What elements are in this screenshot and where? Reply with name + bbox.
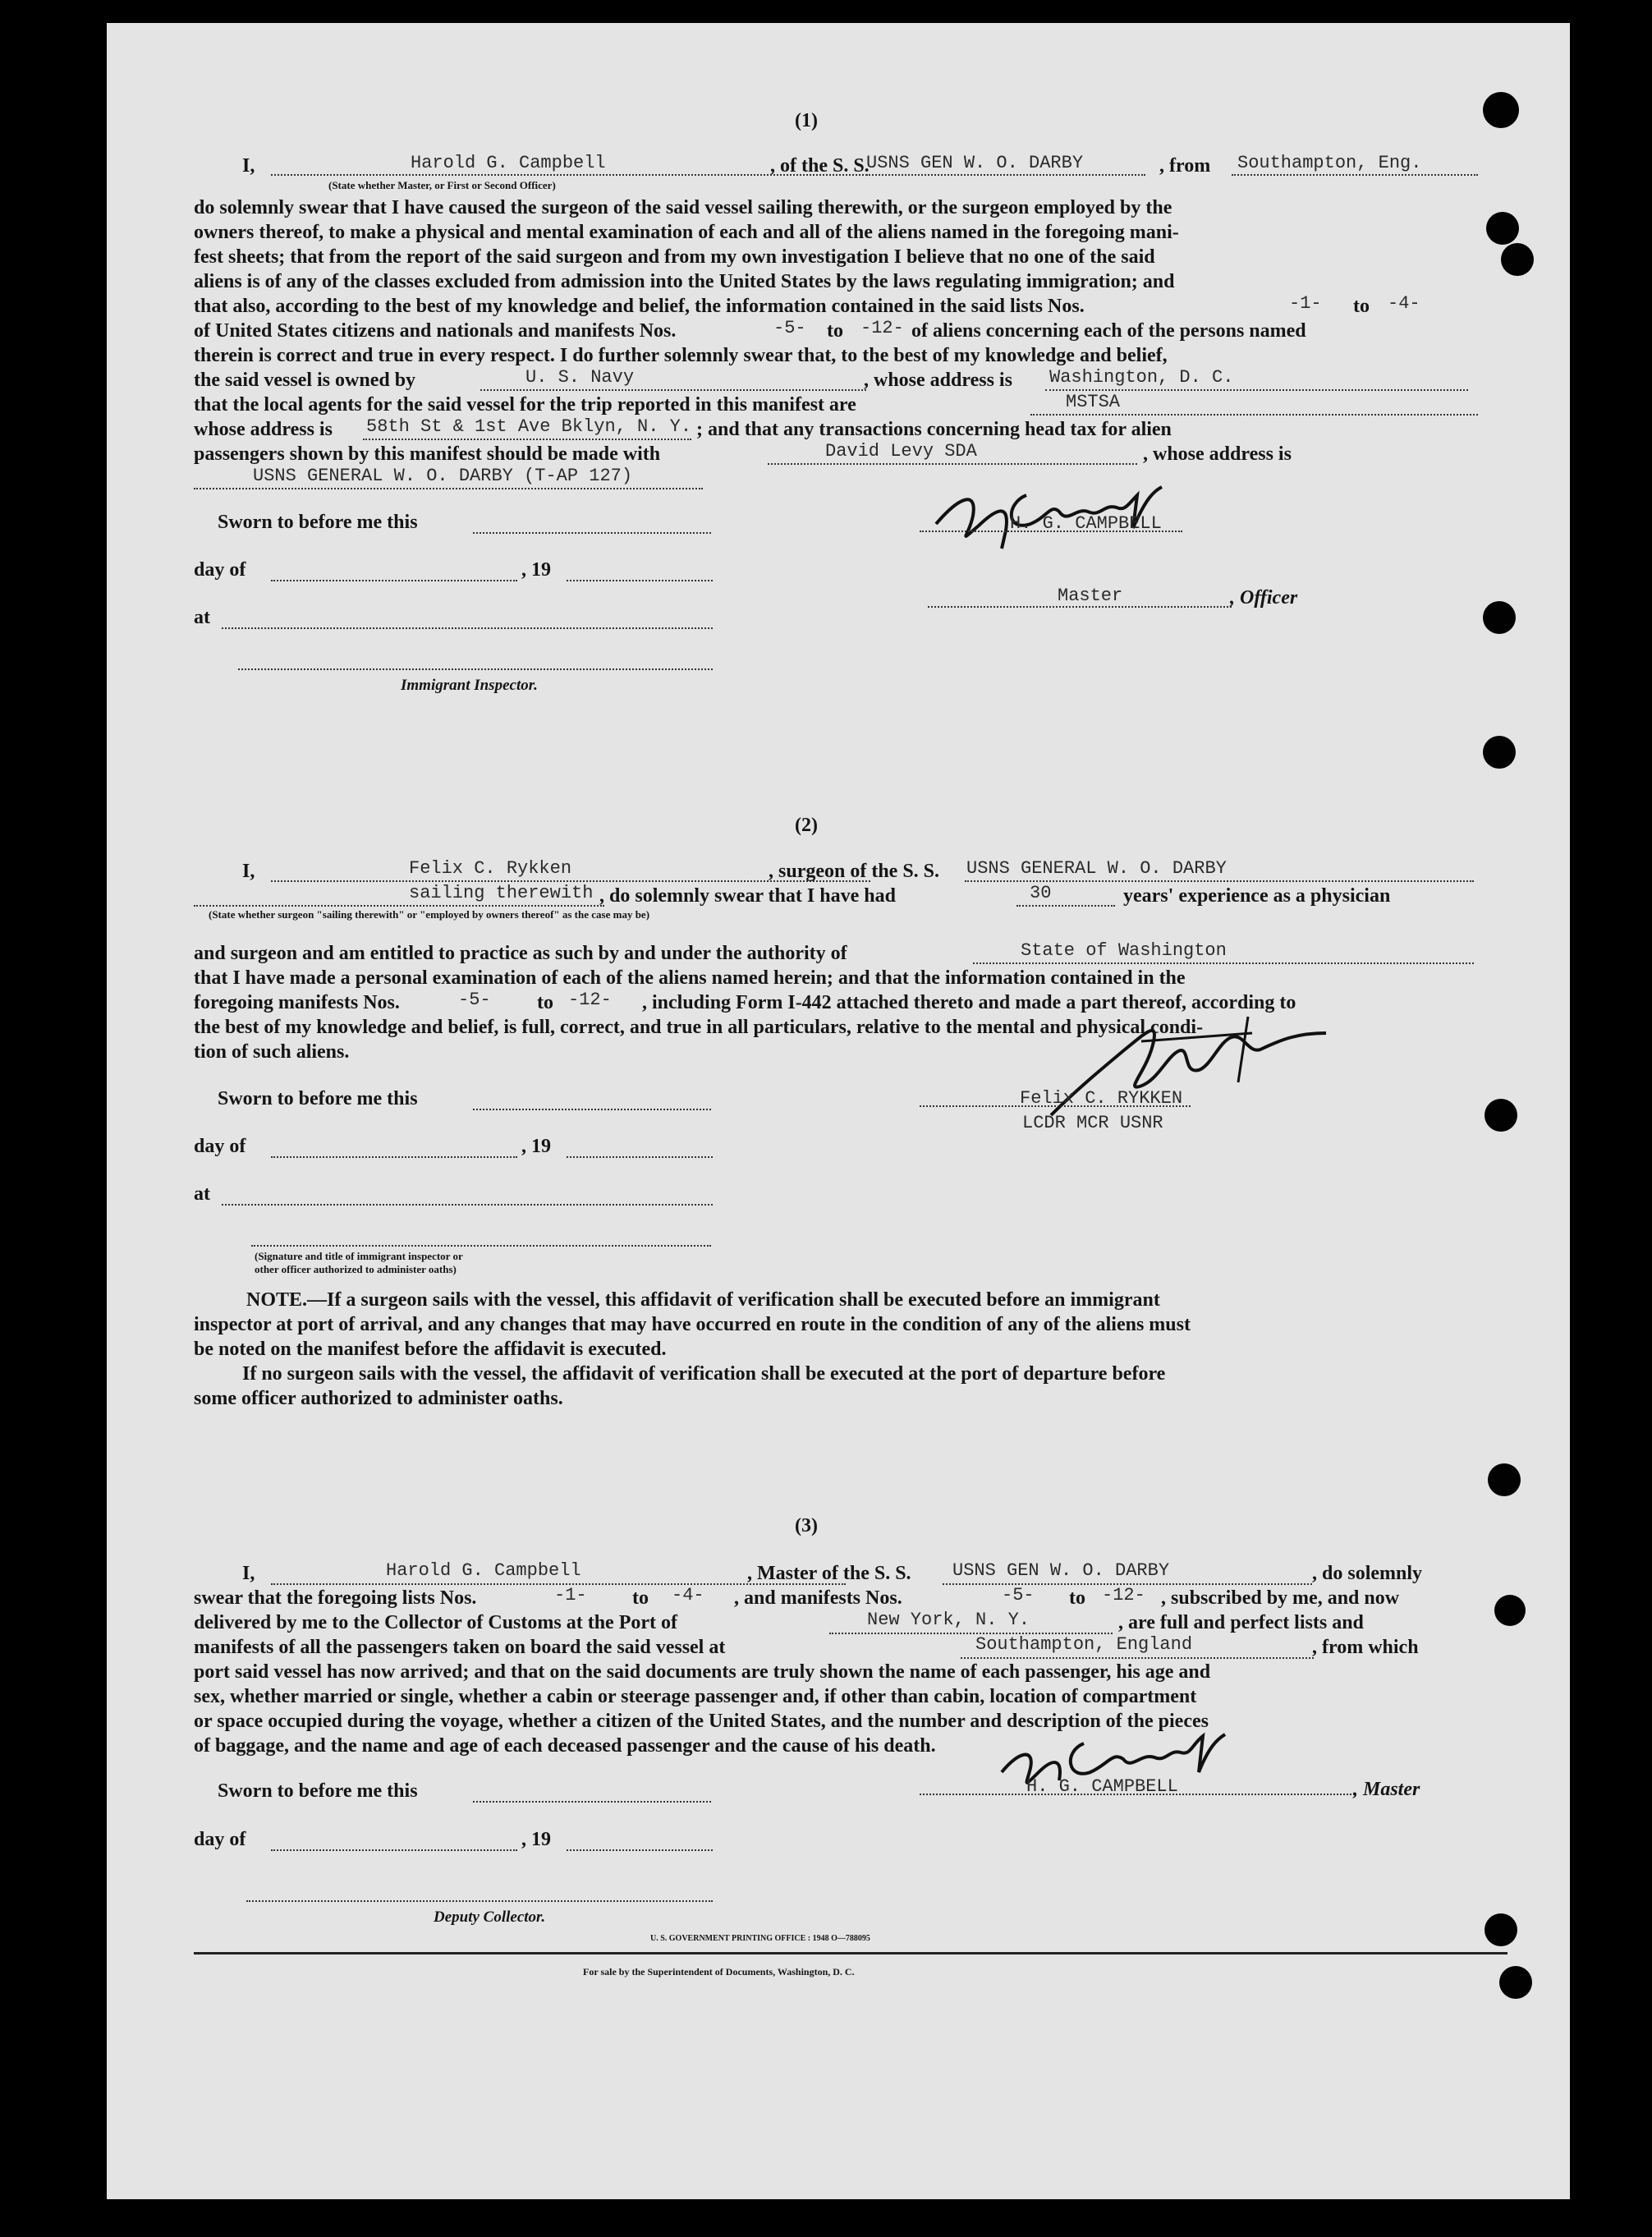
agents-address-line [363,439,691,440]
sec1-line-5: that also, according to the best of my knowledge and belief, the information contained in the said lists Nos. [194,296,1085,317]
i-label: I, [242,861,255,882]
surgeon-of-label: , surgeon of the S. S. [769,861,940,882]
officer-hint: (State whether Master, or First or Second Officer) [328,179,556,191]
surgeon-vessel: USNS GENERAL W. O. DARBY [966,858,1227,879]
departure-line [961,1657,1314,1659]
day-of-line [271,1849,517,1851]
collector-line [246,1900,713,1902]
years-line [1016,905,1115,907]
to-label: to [1069,1587,1085,1609]
day-of-line [271,580,517,581]
head-tax-address-label: , whose address is [1143,443,1292,465]
sec1-line-7: therein is correct and true in every respect. I do further solemnly swear that, to the best of my knowledge and belief, [194,345,1168,366]
sec3-line-4: manifests of all the passengers taken on board the said vessel at [194,1637,726,1658]
manifest-to-3: -12- [1102,1585,1145,1605]
vessel-name: USNS GEN W. O. DARBY [866,153,1084,173]
port-from-line [1232,174,1478,176]
sworn-line [473,1109,711,1110]
officer-rank: Master [1058,586,1123,606]
whose-address-label: , whose address is [864,370,1012,391]
section-1-number: (1) [795,110,818,131]
sworn-line [473,1801,711,1803]
manifest-from: -5- [773,318,806,338]
day-of-label: day of [194,1136,246,1157]
surgeon-typed-name: Felix C. RYKKEN [1020,1088,1183,1109]
officer-hint-1: (Signature and title of immigrant inspector or [255,1250,463,1262]
sec1-line-1: do solemnly swear that I have caused the surgeon of the said vessel sailing therewith, or the surgeon employed by the [194,197,1172,218]
note-line-5: some officer authorized to administer oaths. [194,1388,563,1409]
head-tax-label: passengers shown by this manifest should be made with [194,443,661,465]
at-line [222,627,713,629]
sec2-line-5b: , including Form I-442 attached thereto and made a part thereof, according to [642,992,1296,1013]
sworn-label: Sworn to before me this [218,512,418,533]
punch-hole [1483,736,1516,769]
list-to: -4- [1388,293,1420,314]
physician-label: years' experience as a physician [1123,885,1391,907]
officer-signature-line [251,1245,711,1247]
authority: State of Washington [1021,940,1227,961]
authority-label: and surgeon and am entitled to practice as such by and under the authority of [194,943,847,964]
surgeon-hint: (State whether surgeon "sailing therewith" or "employed by owners thereof" as the case may be) [209,908,650,921]
punch-hole [1485,1913,1517,1946]
agents: MSTSA [1066,392,1121,412]
sec2-line-6: the best of my knowledge and belief, is full, correct, and true in all particulars, relative to the mental and physical condi- [194,1017,1204,1038]
surgeon-name: Felix C. Rykken [409,858,572,879]
sec3-line-2: swear that the foregoing lists Nos. [194,1587,477,1609]
day-of-line [271,1156,517,1158]
note-line-3: be noted on the manifest before the affidavit is executed. [194,1339,667,1360]
year-label: , 19 [521,559,551,581]
note-line-2: inspector at port of arrival, and any changes that may have occurred en route in the condition of any of the aliens must [194,1314,1191,1335]
list-to-3: -4- [672,1585,704,1605]
master-name-3: Harold G. Campbell [386,1560,581,1581]
sworn-line [473,532,711,534]
head-tax-line [768,463,1137,465]
immigrant-inspector-label: Immigrant Inspector. [401,677,538,694]
sailing-line [194,905,604,907]
agents-line [1030,414,1478,416]
footer-rule [194,1952,1507,1955]
manifest-from-3: -5- [1002,1585,1035,1605]
inspector-line [238,668,713,670]
do-solemnly-label: , do solemnly [1312,1563,1423,1584]
surgeon-manifest-to: -12- [568,990,612,1010]
officer-label: , Officer [1230,587,1298,609]
master-label: , Master [1353,1779,1420,1800]
officer-rank-line [928,606,1232,608]
day-of-label: day of [194,559,246,581]
sec2-line-4: that I have made a personal examination of each of the aliens named herein; and that the information contained in the [194,967,1186,989]
year-line [567,580,713,581]
port-of-arrival: New York, N. Y. [867,1610,1030,1630]
note-line-1: NOTE.—If a surgeon sails with the vessel, this affidavit of verification shall be executed before an immigrant [246,1289,1160,1311]
owner: U. S. Navy [525,367,635,388]
at-label: at [194,1183,210,1205]
from-which-label: , from which [1312,1637,1419,1658]
to-label: to [1353,296,1370,317]
note-line-4: If no surgeon sails with the vessel, the affidavit of verification shall be executed at the port of departure before [242,1363,1166,1385]
section-2-number: (2) [795,815,818,836]
sec3-line-8: of baggage, and the name and age of each deceased passenger and the cause of his death. [194,1735,936,1757]
agents-address: 58th St & 1st Ave Bklyn, N. Y. [366,416,692,437]
year-label: , 19 [521,1136,551,1157]
head-tax-address-line [194,488,703,489]
punch-hole [1486,212,1519,245]
vessel-3: USNS GEN W. O. DARBY [952,1560,1170,1581]
section-3-number: (3) [795,1515,818,1537]
agents-label: that the local agents for the said vessel for the trip reported in this manifest are [194,394,856,416]
sec3-line-6: sex, whether married or single, whether a cabin or steerage passenger and, if other than cabin, location of compartment [194,1686,1197,1707]
to-label: to [632,1587,649,1609]
experience-label: , do solemnly swear that I have had [599,885,896,907]
punch-hole [1485,1099,1517,1132]
sworn-label: Sworn to before me this [218,1780,418,1802]
head-tax-address: USNS GENERAL W. O. DARBY (T-AP 127) [253,466,633,486]
list-from-3: -1- [554,1585,587,1605]
full-perfect-label: , are full and perfect lists and [1118,1612,1364,1633]
vessel-line [866,174,1145,176]
surgeon-manifest-from: -5- [458,990,491,1010]
port-from: Southampton, Eng. [1237,153,1422,173]
head-tax-agent: David Levy SDA [825,441,977,462]
list-from: -1- [1289,293,1322,314]
authority-line [973,962,1474,964]
owned-by-label: the said vessel is owned by [194,370,416,391]
of-the-ss-label: , of the S. S. [770,155,870,177]
sec1-line-3: fest sheets; that from the report of the said surgeon and from my own investigation I believe that no one of the said [194,246,1155,268]
surgeon-rank: LCDR MCR USNR [1022,1113,1163,1133]
punch-hole [1501,243,1534,276]
punch-hole [1483,92,1519,128]
punch-hole [1499,1966,1532,1999]
punch-hole [1483,601,1516,634]
master-of-label: , Master of the S. S. [747,1563,911,1584]
sec1-line-10b: ; and that any transactions concerning head tax for alien [696,419,1172,440]
deputy-collector-label: Deputy Collector. [434,1909,546,1926]
i-label: I, [242,1563,255,1584]
owner-address: Washington, D. C. [1049,367,1234,388]
i-label: I, [242,155,255,177]
year-line [567,1156,713,1158]
master-name: Harold G. Campbell [411,153,606,173]
manifest-to: -12- [860,318,904,338]
at-line [222,1204,713,1206]
sec2-line-5: foregoing manifests Nos. [194,992,400,1013]
at-label: at [194,607,210,628]
master-typed-name-3: H. G. CAMPBELL [1026,1776,1178,1797]
master-typed-name-1: H. G. CAMPBELL [1010,513,1162,534]
to-label: to [537,992,553,1013]
years-experience: 30 [1030,883,1052,903]
year-label: , 19 [521,1829,551,1850]
sec1-line-6: of United States citizens and nationals and manifests Nos. [194,320,677,342]
sec2-line-7: tion of such aliens. [194,1041,350,1063]
sec3-line-5: port said vessel has now arrived; and that on the said documents are truly shown the name of each passenger, his age and [194,1661,1211,1683]
sec3-line-3: delivered by me to the Collector of Customs at the Port of [194,1612,677,1633]
sworn-label: Sworn to before me this [218,1088,418,1109]
form-page [107,23,1570,2199]
to-label: to [827,320,843,342]
punch-hole [1494,1595,1526,1626]
sec3-line-7: or space occupied during the voyage, whether a citizen of the United States, and the number and description of the pieces [194,1711,1209,1732]
year-line [567,1849,713,1851]
sec1-line-4: aliens is of any of the classes excluded from admission into the United States by the laws regulating immigration; and [194,271,1175,292]
for-sale: For sale by the Superintendent of Documents, Washington, D. C. [583,1966,855,1977]
sec1-line-6b: of aliens concerning each of the persons named [911,320,1306,342]
from-label: , from [1159,155,1211,177]
sec1-line-2: owners thereof, to make a physical and mental examination of each and all of the aliens named in the foregoing mani- [194,222,1179,243]
day-of-label: day of [194,1829,246,1850]
printing-office: U. S. GOVERNMENT PRINTING OFFICE : 1948 O—788095 [650,1934,870,1943]
punch-hole [1488,1463,1521,1496]
manifests-label: , and manifests Nos. [734,1587,902,1609]
subscribed-label: , subscribed by me, and now [1161,1587,1400,1609]
sailing-therewith: sailing therewith [409,883,594,903]
departure-port: Southampton, England [975,1634,1193,1655]
officer-hint-2: other officer authorized to administer oaths) [255,1263,457,1275]
agents-address-label: whose address is [194,419,333,440]
